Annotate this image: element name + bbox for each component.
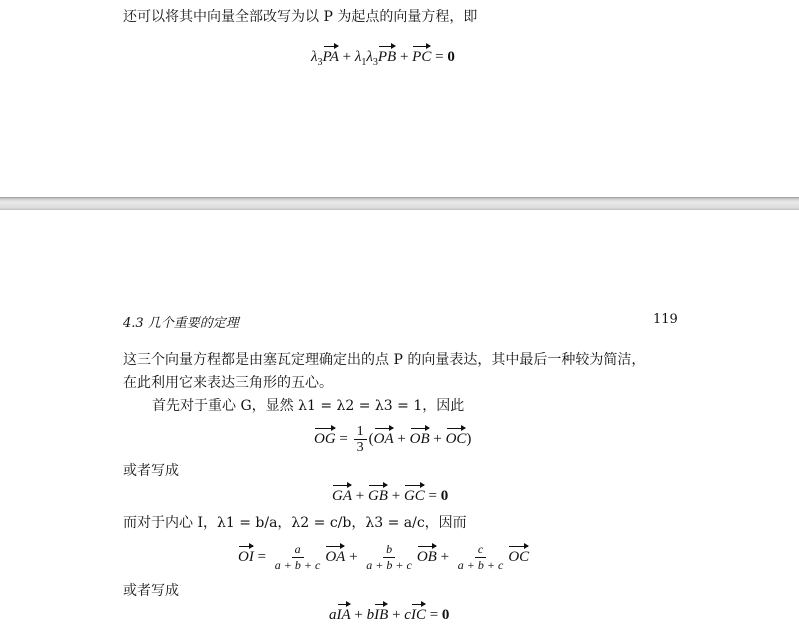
vector-ic: IC [411,603,426,625]
equation-oi: OI = $\frac{a}{a + b + c}$ OA + $\frac{b}{a + b + c}$ OB + $\frac{c}{a + b + c}$ OC [238,542,530,572]
vector-pa: PA [323,45,339,67]
coefficient: a [329,607,337,623]
vector-ga: GA [332,484,352,506]
equation-ia-ib-ic: aIA + bIB + cIC = 0 [329,603,449,625]
coefficient: b [366,607,375,623]
vector-pc: PC [412,45,431,67]
lambda-symbol: λ [366,49,373,65]
fraction-numerator: a [292,542,304,558]
equation-og: OG = $\frac{1}{3}$ (OA + OB + OC) [314,424,472,455]
document-page-top [0,0,799,197]
paragraph-line: 这三个向量方程都是由塞瓦定理确定出的点 P 的向量表达，其中最后一种较为简洁， [123,352,646,368]
zero-vector: 0 [440,488,449,504]
fraction [455,542,507,573]
paragraph-line: 而对于内心 I，λ1 = b/a，λ2 = c/b，λ3 = a/c，因而 [123,515,467,531]
paragraph-line: 首先对于重心 G，显然 λ1 = λ2 = λ3 = 1，因此 [152,398,465,414]
paragraph-line: 或者写成 [123,583,179,599]
vector-oc: OC [508,545,529,567]
vector-ia: IA [337,603,351,625]
fraction-numerator: c [475,542,486,558]
fraction-numerator: b [383,542,395,558]
equation-ga-gb-gc: GA + GB + GC = 0 [332,484,448,506]
fraction [272,542,324,573]
page-number: 119 [653,312,678,327]
fraction-denominator: a + b + c [457,558,504,572]
lambda-symbol: λ [311,49,318,65]
page-separator [0,197,799,210]
vector-gb: GB [368,484,388,506]
paragraph-line: 或者写成 [123,463,179,479]
zero-vector: 0 [447,49,455,65]
fraction-denominator: a + b + c [274,558,321,572]
vector-oi: OI [238,545,254,567]
vector-oa: OA [374,427,394,449]
zero-vector: 0 [441,607,450,623]
document-page-bottom [0,210,799,626]
fraction [363,542,415,573]
vector-pb: PB [378,45,396,67]
vector-og: OG [314,427,336,449]
fraction-denominator: 3 [356,440,364,455]
fraction-denominator: a + b + c [366,558,412,572]
fraction-numerator: 1 [354,424,367,440]
fraction [354,424,367,455]
vector-ob: OB [417,545,437,567]
paragraph-line: 在此利用它来表达三角形的五心。 [123,375,333,391]
equation-pa-pb-pc: $\lambda_3PA + \lambda_1\lambda_3PB$ + PC = 0 [311,45,455,73]
lambda-symbol: λ [354,49,362,65]
vector-gc: GC [404,484,425,506]
vector-oa: OA [325,545,345,567]
vector-ib: IB [374,603,388,625]
vector-oc: OC [446,427,467,449]
vector-ob: OB [410,427,430,449]
section-header: 4.3 几个重要的定理 [123,316,239,331]
coefficient: c [404,607,411,623]
intro-text: 还可以将其中向量全部改写为以 P 为起点的向量方程，即 [123,9,478,25]
